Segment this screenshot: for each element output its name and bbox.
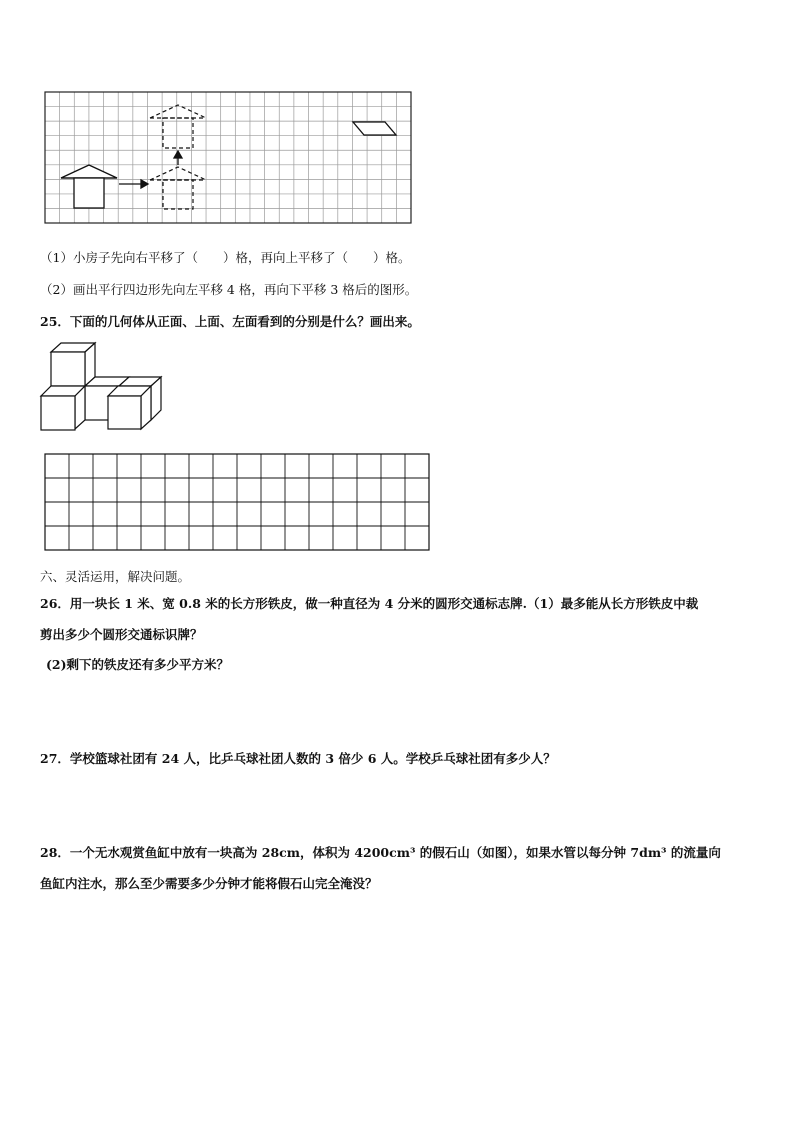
q24-sub1: （1）小房子先向右平移了（ ）格，再向上平移了（ ）格。 [40, 250, 411, 265]
answer-grid[interactable] [0, 0, 794, 560]
q28-line2: 鱼缸内注水，那么至少需要多少分钟才能将假石山完全淹没？ [40, 876, 378, 891]
q25-title: 25．下面的几何体从正面、上面、左面看到的分别是什么？画出来。 [40, 314, 420, 329]
q26-line1: 26．用一块长 1 米、宽 0.8 米的长方形铁皮，做一种直径为 4 分米的圆形交通标志牌.（1）最多能从长方形铁皮中裁 [40, 596, 699, 611]
q28-line1: 28．一个无水观赏鱼缸中放有一块高为 28cm，体积为 4200cm³ 的假石山（如图），如果水管以每分钟 7dm³ 的流量向 [40, 845, 721, 860]
q26-line2: 剪出多少个圆形交通标识牌？ [40, 627, 203, 642]
q24-sub2: （2）画出平行四边形先向左平移 4 格，再向下平移 3 格后的图形。 [40, 282, 418, 297]
q26-line3: (2)剩下的铁皮还有多少平方米？ [46, 657, 230, 672]
section6-title: 六、灵活运用，解决问题。 [40, 569, 191, 584]
q27-text: 27．学校篮球社团有 24 人，比乒乓球社团人数的 3 倍少 6 人。学校乒乓球社团有多少人？ [40, 751, 556, 766]
